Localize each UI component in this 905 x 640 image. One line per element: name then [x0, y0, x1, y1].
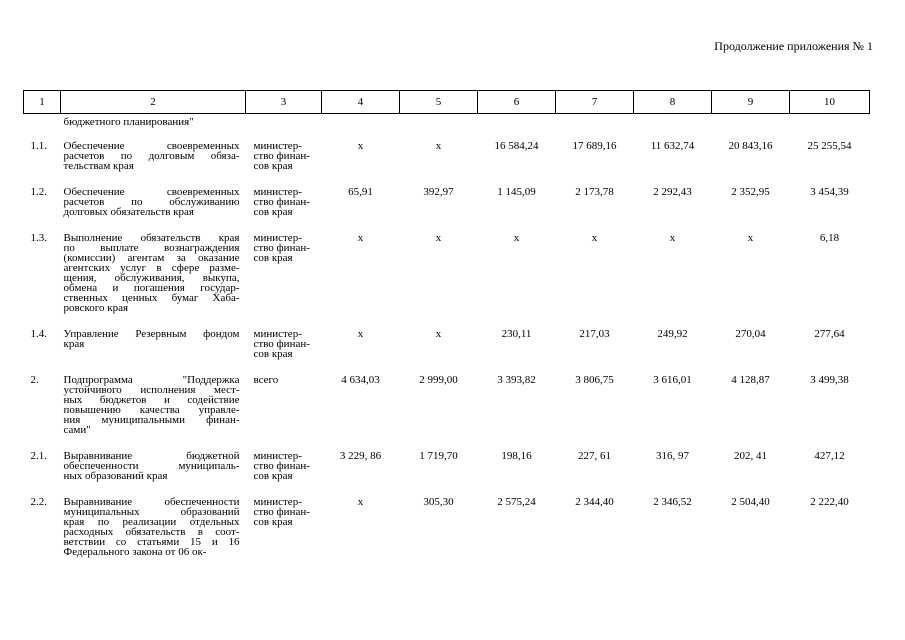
value-cell-v10: 3 454,39 — [810, 186, 849, 198]
table-row — [24, 187, 870, 233]
row-executor — [246, 451, 322, 497]
document-heading: Продолжение приложения № 1 — [714, 39, 873, 53]
row-executor-line: сов края — [253, 470, 293, 482]
row-name-line: тельствам края — [63, 160, 134, 172]
value-cell-v5: х — [435, 232, 442, 244]
budget-table — [23, 90, 870, 573]
value-cell-v4: х — [357, 328, 364, 340]
value-cell-v9: 2 504,40 — [731, 496, 770, 508]
row-name-line: обмена и погашения государ- — [63, 282, 240, 294]
value-cell-v4: 65,91 — [348, 186, 373, 198]
row-name — [61, 451, 246, 497]
row-name-line: агентских услуг в сфере разме- — [63, 262, 240, 274]
row-executor — [246, 497, 322, 573]
row-executor-line: сов края — [253, 206, 293, 218]
value-cell-v7: х — [591, 232, 598, 244]
column-header: 8 — [634, 91, 712, 114]
value-cell-v9: х — [747, 232, 754, 244]
row-name-line: Подпрограмма "Поддержка — [63, 374, 240, 386]
value-cell-v9: 270,04 — [735, 328, 766, 340]
row-name-line: по выплате вознаграждения — [63, 242, 240, 254]
row-executor-line: сов края — [253, 516, 293, 528]
continuation-row — [24, 114, 870, 142]
row-executor — [246, 329, 322, 375]
table-row — [24, 329, 870, 375]
value-cell-v6: 3 393,82 — [497, 374, 536, 386]
row-name-line: долговых обязательств края — [63, 206, 194, 218]
value-cell-v4: 4 634,03 — [341, 374, 380, 386]
row-name-line: края — [63, 338, 85, 350]
value-cell-v6: 1 145,09 — [497, 186, 536, 198]
table-row — [24, 497, 870, 573]
row-name-line: расходных обязательств в соот- — [63, 526, 240, 538]
row-executor-line: министер- — [253, 450, 302, 462]
value-cell-v6: х — [513, 232, 520, 244]
row-name-line: ния муниципальными финан- — [63, 414, 240, 426]
row-executor — [246, 375, 322, 451]
value-cell-v5: 2 999,00 — [419, 374, 458, 386]
row-executor-line: сов края — [253, 348, 293, 360]
row-name-line: щения, обслуживания, выкупа, — [63, 272, 240, 284]
row-name-line: ных образований края — [63, 470, 168, 482]
row-executor-line: министер- — [253, 186, 302, 198]
value-cell-v6: 16 584,24 — [494, 140, 539, 152]
row-name-line: ных бюджетов и содействие — [63, 394, 240, 406]
row-executor-line: ство финан- — [253, 150, 310, 162]
value-cell-v8: 2 346,52 — [653, 496, 692, 508]
row-name — [61, 375, 246, 451]
column-header: 6 — [478, 91, 556, 114]
row-executor — [246, 233, 322, 329]
column-header: 7 — [556, 91, 634, 114]
row-number: 2.1. — [30, 450, 47, 462]
row-executor-line: министер- — [253, 232, 302, 244]
column-header: 2 — [61, 91, 246, 114]
value-cell-v10: 427,12 — [814, 450, 845, 462]
value-cell-v8: 249,92 — [657, 328, 688, 340]
table-row — [24, 375, 870, 451]
row-number: 1.1. — [30, 140, 47, 152]
row-name — [61, 329, 246, 375]
row-name-line: Выполнение обязательств края — [63, 232, 240, 244]
row-number: 1.2. — [30, 186, 47, 198]
value-cell-v6: 198,16 — [501, 450, 532, 462]
row-name-line: (комиссии) агентам за оказание — [63, 252, 240, 264]
value-cell-v4: х — [357, 140, 364, 152]
row-name-line: расчетов по долговым обяза- — [63, 150, 240, 162]
column-header: 3 — [246, 91, 322, 114]
row-name — [61, 497, 246, 573]
table-row — [24, 141, 870, 187]
row-name-line: повышению качества управле- — [63, 404, 240, 416]
value-cell-v10: 25 255,54 — [807, 140, 852, 152]
row-executor-line: сов края — [253, 160, 293, 172]
value-cell-v4: х — [357, 232, 364, 244]
value-cell-v7: 2 344,40 — [575, 496, 614, 508]
table-row — [24, 233, 870, 329]
row-name-line: устойчивого исполнения мест- — [63, 384, 240, 396]
value-cell-v9: 2 352,95 — [731, 186, 770, 198]
value-cell-v5: х — [435, 140, 442, 152]
value-cell-v7: 17 689,16 — [572, 140, 617, 152]
row-name-line: края по реализации отдельных — [63, 516, 240, 528]
row-name-line: Выравнивание бюджетной — [63, 450, 240, 462]
row-executor-line: ство финан- — [253, 338, 310, 350]
value-cell-v7: 2 173,78 — [575, 186, 614, 198]
row-name-line: обеспеченности муниципаль- — [63, 460, 240, 472]
row-name-line: ровского края — [63, 302, 129, 314]
value-cell-v5: х — [435, 328, 442, 340]
value-cell-v7: 217,03 — [579, 328, 610, 340]
value-cell-v8: 11 632,74 — [650, 140, 695, 152]
row-number: 1.4. — [30, 328, 47, 340]
row-name-line: Федерального закона от 06 ок- — [63, 546, 207, 558]
row-name-line: сами" — [63, 424, 91, 436]
value-cell-v10: 3 499,38 — [810, 374, 849, 386]
value-cell-v5: 305,30 — [423, 496, 454, 508]
row-name-line: муниципальных образований — [63, 506, 240, 518]
value-cell-v7: 3 806,75 — [575, 374, 614, 386]
value-cell-v10: 6,18 — [819, 232, 840, 244]
row-name-line: Обеспечение своевременных — [63, 140, 240, 152]
row-number: 2.2. — [30, 496, 47, 508]
row-executor-line: ство финан- — [253, 460, 310, 472]
row-name-line: Управление Резервным фондом — [63, 328, 240, 340]
column-header: 9 — [712, 91, 790, 114]
row-executor — [246, 187, 322, 233]
column-header: 1 — [24, 91, 61, 114]
row-name — [61, 233, 246, 329]
value-cell-v10: 2 222,40 — [810, 496, 849, 508]
row-name — [61, 187, 246, 233]
value-cell-v4: х — [357, 496, 364, 508]
row-executor-line: ство финан- — [253, 196, 310, 208]
value-cell-v5: 1 719,70 — [419, 450, 458, 462]
value-cell-v6: 2 575,24 — [497, 496, 536, 508]
row-executor-line: ство финан- — [253, 242, 310, 254]
value-cell-v8: 316, 97 — [656, 450, 689, 462]
column-header: 4 — [322, 91, 400, 114]
value-cell-v6: 230,11 — [501, 328, 532, 340]
row-name — [61, 141, 246, 187]
row-name-line: ственных ценных бумаг Хаба- — [63, 292, 240, 304]
row-name-line: Выравнивание обеспеченности — [63, 496, 240, 508]
row-executor-line: министер- — [253, 496, 302, 508]
row-executor-line: министер- — [253, 328, 302, 340]
continuation-text: бюджетного планирования" — [63, 116, 194, 128]
table-row — [24, 451, 870, 497]
row-executor — [246, 141, 322, 187]
value-cell-v5: 392,97 — [423, 186, 454, 198]
row-executor-line: сов края — [253, 252, 293, 264]
row-name-line: Обеспечение своевременных — [63, 186, 240, 198]
row-name-line: ветствии со статьями 15 и 16 — [63, 536, 240, 548]
value-cell-v4: 3 229, 86 — [339, 450, 382, 462]
value-cell-v8: х — [669, 232, 676, 244]
value-cell-v9: 20 843,16 — [728, 140, 773, 152]
row-number: 2. — [30, 374, 39, 386]
value-cell-v9: 202, 41 — [734, 450, 767, 462]
value-cell-v8: 2 292,43 — [653, 186, 692, 198]
value-cell-v7: 227, 61 — [578, 450, 611, 462]
row-executor-line: ство финан- — [253, 506, 310, 518]
value-cell-v9: 4 128,87 — [731, 374, 770, 386]
column-header: 5 — [400, 91, 478, 114]
value-cell-v10: 277,64 — [814, 328, 845, 340]
row-name-line: расчетов по обслуживанию — [63, 196, 240, 208]
column-header: 10 — [790, 91, 870, 114]
row-number: 1.3. — [30, 232, 47, 244]
row-executor-line: министер- — [253, 140, 302, 152]
column-number-header-row — [24, 91, 870, 114]
value-cell-v8: 3 616,01 — [653, 374, 692, 386]
row-executor-line: всего — [253, 374, 279, 386]
